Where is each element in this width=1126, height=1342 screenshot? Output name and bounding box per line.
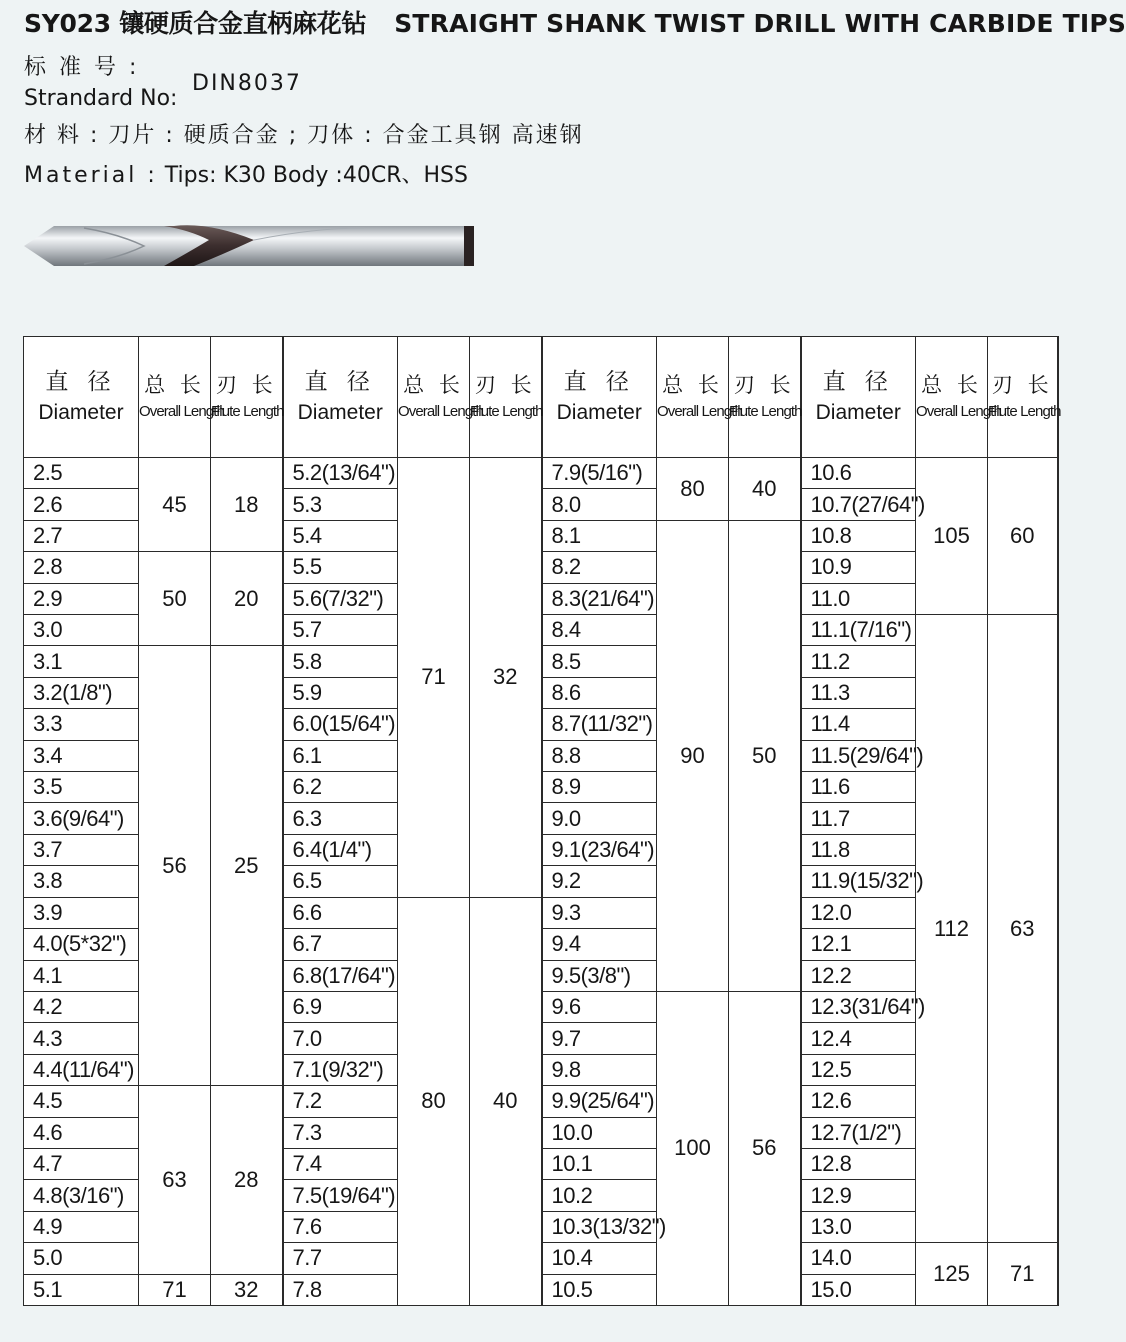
flute-length-cell: 18 [211,458,283,552]
material-label-en-line [24,158,468,189]
diameter-cell: 10.9 [801,552,916,583]
flute-length-cell: 63 [988,615,1058,1243]
diameter-cell: 7.2 [283,1086,398,1117]
header-diameter-cn: 直 径 [822,369,894,395]
table-row [24,458,1058,489]
flute-length-cell: 40 [470,897,542,1305]
flute-length-cell: 50 [729,520,801,991]
diameter-cell: 8.3(21/64") [542,583,657,614]
diameter-cell: 10.3(13/32") [542,1211,657,1242]
header-flute-length [470,337,542,458]
diameter-cell: 8.7(11/32") [542,709,657,740]
diameter-cell: 12.6 [801,1086,916,1117]
diameter-cell: 11.1(7/16") [801,615,916,646]
diameter-cell: 2.8 [24,552,139,583]
diameter-cell: 11.4 [801,709,916,740]
diameter-cell: 9.7 [542,1023,657,1054]
header-flute-en: Flute Length [211,403,284,420]
diameter-cell: 4.7 [24,1148,139,1179]
diameter-cell: 12.5 [801,1054,916,1085]
diameter-cell: 15.0 [801,1274,916,1305]
diameter-cell: 5.8 [283,646,398,677]
header-diameter [283,337,398,458]
flute-length-cell: 32 [470,458,542,898]
diameter-cell: 7.9(5/16") [542,458,657,489]
diameter-cell: 6.2 [283,772,398,803]
diameter-cell: 11.3 [801,677,916,708]
diameter-cell: 4.0(5*32") [24,929,139,960]
diameter-cell: 3.3 [24,709,139,740]
diameter-cell: 5.0 [24,1243,139,1274]
diameter-cell: 7.5(19/64") [283,1180,398,1211]
material-label-cn [24,118,584,149]
diameter-cell: 9.2 [542,866,657,897]
title-en: STRAIGHT SHANK TWIST DRILL WITH CARBIDE TIPS [394,9,1126,38]
diameter-cell: 3.4 [24,740,139,771]
header-overall-cn: 总 长 [144,373,205,397]
diameter-cell: 2.7 [24,520,139,551]
flute-length-cell: 56 [729,991,801,1305]
diameter-cell: 10.1 [542,1148,657,1179]
overall-length-cell: 50 [139,552,211,646]
header-overall-length [139,337,224,458]
diameter-cell: 12.8 [801,1148,916,1179]
header-overall-length [657,337,742,458]
diameter-cell: 9.9(25/64") [542,1086,657,1117]
diameter-cell: 4.5 [24,1086,139,1117]
spec-table-body [24,337,1061,1306]
diameter-cell: 3.5 [24,772,139,803]
diameter-cell: 12.3(31/64") [801,991,916,1022]
diameter-cell: 14.0 [801,1243,916,1274]
overall-length-cell: 90 [657,520,729,991]
overall-length-cell: 125 [916,1243,988,1306]
header-overall-en: Overall Length [916,403,1001,420]
header-diameter [542,337,657,458]
header-diameter-cn: 直 径 [563,369,635,395]
diameter-cell: 8.2 [542,552,657,583]
overall-length-cell: 63 [139,1086,211,1274]
header-diameter-en: Diameter [38,401,124,424]
diameter-cell: 3.8 [24,866,139,897]
diameter-cell: 8.9 [542,772,657,803]
diameter-cell: 8.4 [542,615,657,646]
diameter-cell: 7.0 [283,1023,398,1054]
flute-length-cell: 25 [211,646,283,1086]
header-overall-cn: 总 长 [921,373,982,397]
header-diameter-cn: 直 径 [304,369,376,395]
overall-length-cell: 45 [139,458,211,552]
diameter-cell: 4.2 [24,991,139,1022]
diameter-cell: 11.9(15/32") [801,866,916,897]
diameter-cell: 8.0 [542,489,657,520]
diameter-cell: 3.6(9/64") [24,803,139,834]
diameter-cell: 10.8 [801,520,916,551]
diameter-cell: 8.1 [542,520,657,551]
header-diameter-en: Diameter [815,401,901,424]
material-value-cn: 刀片 : 硬质合金 ; 刀体 : 合金工具钢 高速钢 [108,123,584,148]
standard-value: DIN8037 [192,71,302,96]
diameter-cell: 7.6 [283,1211,398,1242]
diameter-cell: 7.1(9/32") [283,1054,398,1085]
overall-length-cell: 71 [398,458,470,898]
header-flute-cn: 刃 长 [991,373,1053,397]
header-overall-length [398,337,483,458]
diameter-cell: 12.2 [801,960,916,991]
diameter-cell: 6.1 [283,740,398,771]
diameter-cell: 4.3 [24,1023,139,1054]
diameter-cell: 5.9 [283,677,398,708]
diameter-cell: 3.0 [24,615,139,646]
diameter-cell: 9.1(23/64") [542,834,657,865]
diameter-cell: 2.9 [24,583,139,614]
header-flute-cn: 刃 长 [474,373,536,397]
diameter-cell: 12.7(1/2") [801,1117,916,1148]
diameter-cell: 6.9 [283,991,398,1022]
diameter-cell: 13.0 [801,1211,916,1242]
diameter-cell: 4.8(3/16") [24,1180,139,1211]
overall-length-cell: 80 [657,458,729,521]
overall-length-cell: 105 [916,458,988,615]
diameter-cell: 6.3 [283,803,398,834]
diameter-cell: 5.5 [283,552,398,583]
header-overall-en: Overall Length [139,403,224,420]
diameter-cell: 3.1 [24,646,139,677]
spec-table [23,336,1059,1306]
flute-length-cell: 71 [988,1243,1058,1306]
material-label-cn-text: 材 料 : [24,123,100,148]
flute-length-cell: 28 [211,1086,283,1274]
header-overall-en: Overall Length [657,403,742,420]
diameter-cell: 10.0 [542,1117,657,1148]
diameter-cell: 11.6 [801,772,916,803]
material-value-en: Tips: K30 Body :40CR、HSS [164,163,468,188]
diameter-cell: 10.4 [542,1243,657,1274]
diameter-cell: 12.1 [801,929,916,960]
header-flute-length [729,337,801,458]
header-overall-en: Overall Length [398,403,483,420]
diameter-cell: 6.7 [283,929,398,960]
header-flute-en: Flute Length [988,403,1061,420]
diameter-cell: 11.2 [801,646,916,677]
diameter-cell: 6.5 [283,866,398,897]
header-overall-length [916,337,1001,458]
header-diameter [801,337,916,458]
diameter-cell: 5.1 [24,1274,139,1305]
diameter-cell: 6.8(17/64") [283,960,398,991]
standard-label-cn: 标 准 号 : [24,55,140,80]
flute-length-cell: 60 [988,458,1058,615]
diameter-cell: 9.8 [542,1054,657,1085]
overall-length-cell: 80 [398,897,470,1305]
header-flute-length [988,337,1061,458]
diameter-cell: 12.4 [801,1023,916,1054]
drill-image [24,218,480,274]
diameter-cell: 4.9 [24,1211,139,1242]
header-row [24,337,1058,458]
standard-label-en: Strandard No: [24,86,178,111]
diameter-cell: 11.7 [801,803,916,834]
diameter-cell: 9.6 [542,991,657,1022]
diameter-cell: 4.4(11/64") [24,1054,139,1085]
diameter-cell: 7.3 [283,1117,398,1148]
overall-length-cell: 100 [657,991,729,1305]
diameter-cell: 7.8 [283,1274,398,1305]
diameter-cell: 7.4 [283,1148,398,1179]
diameter-cell: 5.3 [283,489,398,520]
header-flute-en: Flute Length [470,403,543,420]
flute-length-cell: 40 [729,458,801,521]
diameter-cell: 10.6 [801,458,916,489]
overall-length-cell: 112 [916,615,988,1243]
header-flute-cn: 刃 长 [215,373,277,397]
diameter-cell: 9.0 [542,803,657,834]
diameter-cell: 9.4 [542,929,657,960]
diameter-cell: 6.6 [283,897,398,928]
header-flute-cn: 刃 长 [733,373,795,397]
material-label-en: Material : [24,163,158,188]
diameter-cell: 8.8 [542,740,657,771]
diameter-cell: 11.0 [801,583,916,614]
diameter-cell: 5.7 [283,615,398,646]
diameter-cell: 7.7 [283,1243,398,1274]
diameter-cell: 9.5(3/8") [542,960,657,991]
diameter-cell: 8.6 [542,677,657,708]
diameter-cell: 5.4 [283,520,398,551]
page-title [24,4,1126,40]
diameter-cell: 2.6 [24,489,139,520]
diameter-cell: 4.1 [24,960,139,991]
title-code-cn: SY023 镶硬质合金直柄麻花钻 [24,9,367,38]
diameter-cell: 10.7(27/64") [801,489,916,520]
diameter-cell: 3.9 [24,897,139,928]
header-diameter-cn: 直 径 [45,369,117,395]
diameter-cell: 9.3 [542,897,657,928]
diameter-cell: 3.2(1/8") [24,677,139,708]
diameter-cell: 3.7 [24,834,139,865]
header-overall-cn: 总 长 [662,373,723,397]
header-diameter-en: Diameter [297,401,383,424]
diameter-cell: 10.5 [542,1274,657,1305]
flute-length-cell: 20 [211,552,283,646]
header-flute-en: Flute Length [729,403,802,420]
diameter-cell: 10.2 [542,1180,657,1211]
header-diameter [24,337,139,458]
diameter-cell: 11.8 [801,834,916,865]
diameter-cell: 8.5 [542,646,657,677]
diameter-cell: 5.2(13/64") [283,458,398,489]
overall-length-cell: 71 [139,1274,211,1305]
diameter-cell: 12.0 [801,897,916,928]
diameter-cell: 6.0(15/64") [283,709,398,740]
header-diameter-en: Diameter [556,401,642,424]
diameter-cell: 4.6 [24,1117,139,1148]
header-flute-length [211,337,283,458]
header-overall-cn: 总 长 [403,373,464,397]
overall-length-cell: 56 [139,646,211,1086]
diameter-cell: 6.4(1/4") [283,834,398,865]
diameter-cell: 11.5(29/64") [801,740,916,771]
diameter-cell: 5.6(7/32") [283,583,398,614]
diameter-cell: 2.5 [24,458,139,489]
flute-length-cell: 32 [211,1274,283,1305]
diameter-cell: 12.9 [801,1180,916,1211]
